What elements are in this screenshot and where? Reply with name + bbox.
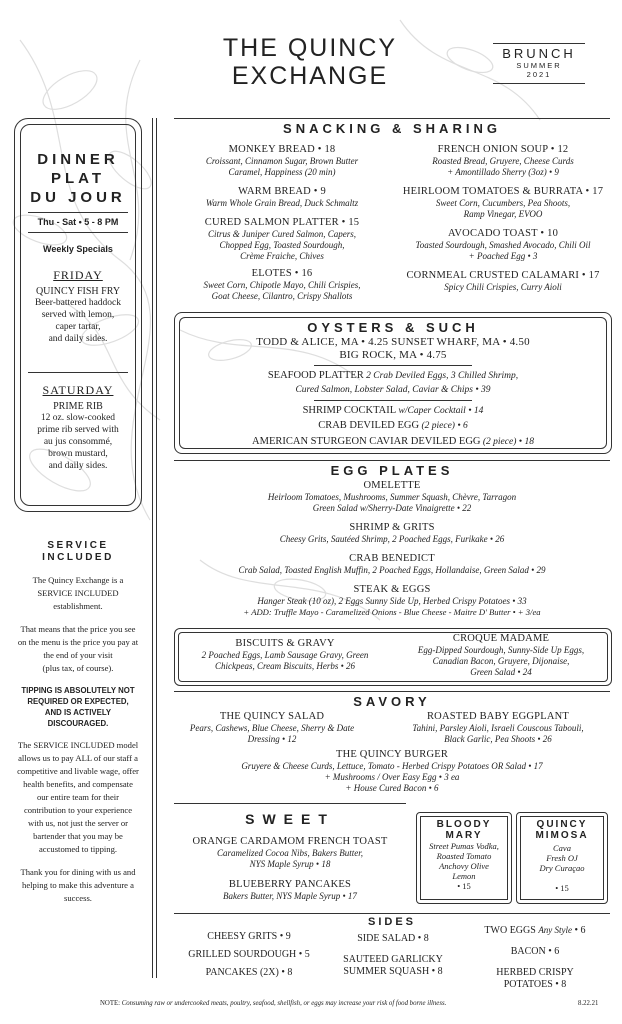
quincy-salad: THE QUINCY SALAD Pears, Cashews, Blue Cheese, Sherry & Date Dressing • 12 (189, 711, 355, 744)
service-text: The Quincy Exchange is a SERVICE INCLUDED establishment. That means that the price you see on the menu is the price you pay at the end of your visit (plus tax, of course). TIPPING IS ABSOLUTELY NOT REQUIRED OR EXPECTED, AND IS ACTIVELY DISCOURAGED. The SERVICE INCLUDED model allows us to pay ALL of our staff a competitive and livable wage, offer health benefits, and compensate our entire team for their contribution to your experience with us, not just the server or bartender that you may be accustomed to tipping. Thank you for dining with us and helping to make this adventure a success. (17, 575, 139, 903)
egg-plates-title: EGG PLATES (330, 463, 454, 478)
menu-name: BRUNCH (502, 46, 576, 61)
blueberry-pancakes: BLUEBERRY PANCAKES Bakers Butter, NYS Maple Syrup • 17 (223, 879, 357, 901)
menu-item: OMELETTE Heirloom Tomatoes, Mushrooms, Summer Squash, Chèvre, Tarragon Green Salad w/Sherry-Date Vinaigrette • 22 (267, 480, 517, 513)
quincy-burger: THE QUINCY BURGER Gruyere & Cheese Curds, Lettuce, Tomato - Herbed Crispy Potatoes OR Salad • 17 + Mushrooms / Over Easy Egg • 3 ea + House Cured Bacon • 6 (241, 749, 543, 793)
menu-item: AVOCADO TOAST • 10 Toasted Sourdough, Smashed Avocado, Chili Oil + Poached Egg • 3 (415, 228, 591, 261)
dinner-title: DINNER PLAT DU JOUR (30, 151, 126, 206)
roasted-eggplant: ROASTED BABY EGGPLANT Tahini, Parsley Aioli, Israeli Couscous Tabouli, Black Garlic, Pea Shoots • 26 (412, 711, 584, 744)
friday-special: FRIDAY QUINCY FISH FRY Beer-battered haddock served with lemon, caper tartar, and daily sides. (20, 268, 136, 345)
seafood-platter-name: SEAFOOD PLATTER (267, 370, 364, 381)
sides-column-1: CHEESY GRITS • 9 GRILLED SOURDOUGH • 5 PANCAKES (2X) • 8 (188, 931, 310, 978)
snacking-right-column (392, 144, 614, 293)
sides-column-3: TWO EGGS Any Style • 6 BACON • 6 HERBED CRISPY POTATOES • 8 (484, 925, 586, 990)
saturday-item: PRIME RIB (53, 401, 103, 412)
oysters-list: TODD & ALICE, MA • 4.25 SUNSET WHARF, MA • 4.50 BIG ROCK, MA • 4.75 SEAFOOD PLATTER 2 Crab Deviled Eggs, 3 Chilled Shrimp, Cured Salmon, Lobster Salad, Caviar & Chips • 39 SHRIMP COCKTAIL w/Caper Cocktail • 14 CRAB DEVILED EGG (2 piece) • 6 AMERICAN STURGEON CAVIAR DEVILED EGG (2 piece) • 18 (252, 336, 534, 447)
service-title: SERVICE INCLUDED (42, 540, 114, 563)
menu-item: ELOTES • 16 Sweet Corn, Chipotle Mayo, Chili Crispies, Goat Cheese, Cilantro, Crispy Shallots (203, 268, 361, 301)
weekly-specials: Weekly Specials (43, 244, 113, 254)
menu-item: WARM BREAD • 9 Warm Whole Grain Bread, Duck Schmaltz (205, 186, 359, 208)
bloody-mary: BLOODY MARY Street Pumas Vodka, Roasted Tomato Anchovy Olive Lemon • 15 (429, 819, 499, 891)
oysters-title: OYSTERS & SUCH (307, 320, 479, 335)
quincy-mimosa: QUINCY MIMOSA Cava Fresh OJ Dry Curaçao • 15 (535, 819, 589, 893)
menu-item: STEAK & EGGS Hanger Steak (10 oz), 2 Eggs Sunny Side Up, Herbed Crispy Potatoes • 33 + ADD: Truffle Mayo - Caramelized Onions - Blue Cheese - Maitre D' Butter • + 3/ea (243, 584, 541, 617)
menu-item: SHRIMP & GRITS Cheesy Grits, Sautéed Shrimp, 2 Poached Eggs, Furikake • 26 (279, 522, 505, 544)
menu-year: 2021 (526, 70, 552, 79)
snacking-left-column (172, 144, 392, 302)
friday-item: QUINCY FISH FRY (35, 286, 121, 297)
menu-item: CRAB BENEDICT Crab Salad, Toasted English Muffin, 2 Poached Eggs, Hollandaise, Green Salad • 29 (238, 553, 546, 575)
brand-line-1: THE QUINCY (222, 34, 398, 62)
savory-title: SAVORY (353, 694, 431, 709)
french-toast: ORANGE CARDAMOM FRENCH TOAST Caramelized Cocoa Nibs, Bakers Butter, NYS Maple Syrup • 18 (192, 836, 388, 869)
sidebar-divider-2 (156, 118, 157, 978)
menu-item: MONKEY BREAD • 18 Croissant, Cinnamon Sugar, Brown Butter Caramel, Happiness (20 min) (205, 144, 359, 177)
menu-item: CURED SALMON PLATTER • 15 Citrus & Juniper Cured Salmon, Capers, Chopped Egg, Toasted Sourdough, Crème Fraiche, Chives (204, 217, 360, 261)
menu-label (493, 43, 585, 79)
brand-logo (215, 34, 405, 90)
egg-plates-list (174, 480, 610, 618)
friday-label: FRIDAY (53, 268, 103, 282)
sidebar-divider (152, 118, 153, 978)
dinner-schedule: Thu - Sat • 5 - 8 PM (37, 217, 119, 227)
menu-item: FRENCH ONION SOUP • 12 Roasted Bread, Gruyere, Cheese Curds + Amontillado Sherry (3oz) • 9 (432, 144, 574, 177)
menu-item: HEIRLOOM TOMATOES & BURRATA • 17 Sweet Corn, Cucumbers, Pea Shoots, Ramp Vinegar, EVOO (402, 186, 604, 219)
menu-season: SUMMER (516, 61, 562, 70)
saturday-label: SATURDAY (42, 383, 114, 397)
sides-column-2: SIDE SALAD • 8 SAUTEED GARLICKY SUMMER SQUASH • 8 (343, 933, 443, 977)
food-safety-note: NOTE: Consuming raw or undercooked meats, poultry, seafood, shellfish, or eggs may increase your risk of food borne illness. (100, 1000, 447, 1007)
sides-title: SIDES (367, 916, 416, 928)
sweet-title: SWEET (245, 811, 335, 827)
snacking-title: SNACKING & SHARING (283, 121, 501, 136)
menu-code: 8.22.21 (578, 1000, 599, 1007)
biscuits-gravy: BISCUITS & GRAVY 2 Poached Eggs, Lamb Sausage Gravy, Green Chickpeas, Cream Biscuits, Herbs • 26 (201, 638, 369, 671)
croque-madame: CROQUE MADAME Egg-Dipped Sourdough, Sunny-Side Up Eggs, Canadian Bacon, Gruyere, Dijonaise, Green Salad • 24 (417, 633, 585, 677)
brand-line-2: EXCHANGE (231, 62, 389, 90)
saturday-special: SATURDAY PRIME RIB 12 oz. slow-cooked prime rib served with au jus consommé, brown mustard, and daily sides. (20, 383, 136, 472)
menu-item: CORNMEAL CRUSTED CALAMARI • 17 Spicy Chili Crispies, Curry Aioli (406, 270, 600, 292)
